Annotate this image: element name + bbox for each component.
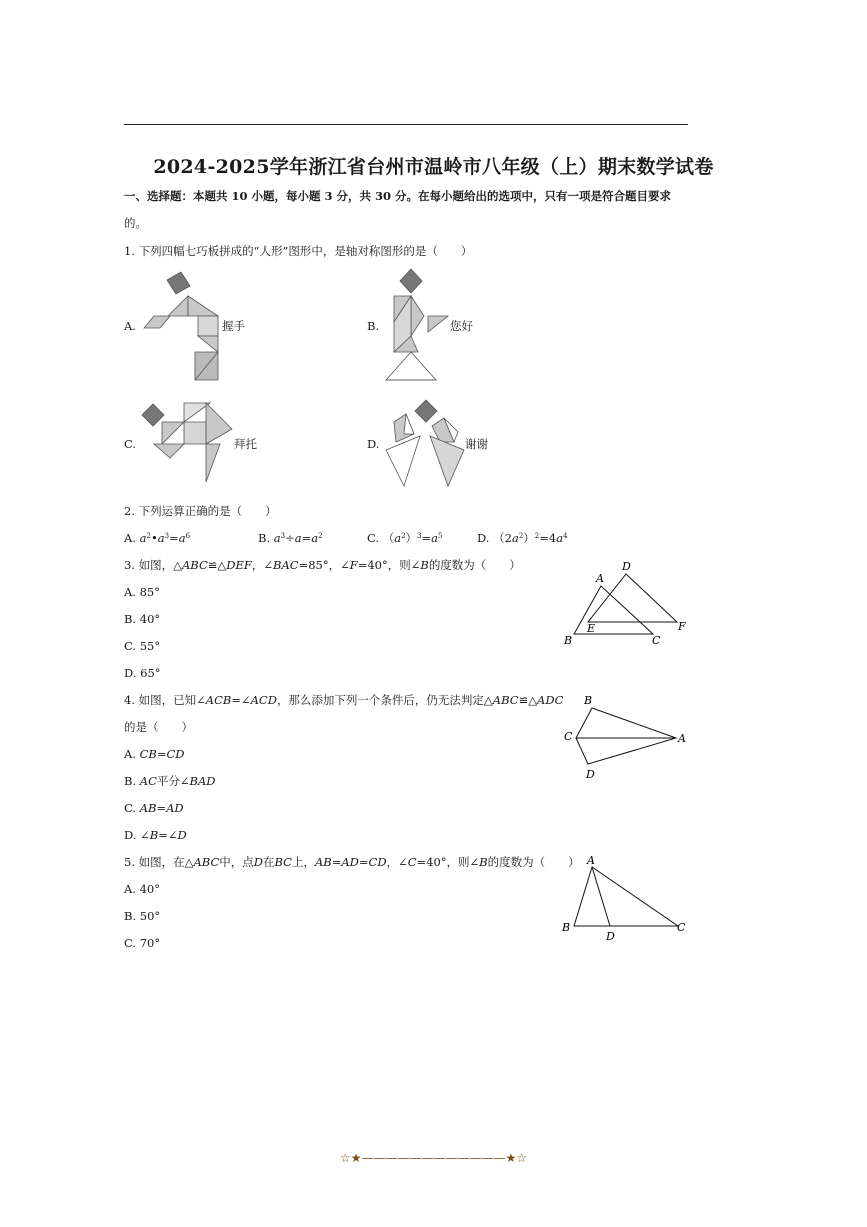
q1-option-b-letter: B.	[367, 319, 380, 333]
q3-option-b: B. 40°	[124, 612, 161, 626]
q2-option-c: C. $(a^2)^3=a^5$	[367, 531, 443, 545]
q1-option-a-letter: A.	[124, 319, 136, 333]
page-title: 2024-2025学年浙江省台州市温岭市八年级（上）期末数学试卷	[153, 156, 714, 178]
q3-label-a: A	[596, 572, 604, 585]
q3-option-d: D. 65°	[124, 666, 161, 680]
q4-label-c: C	[564, 730, 573, 743]
q3-label-d: D	[622, 560, 631, 573]
q4-label-b: B	[584, 694, 593, 707]
q5-label-c: C	[677, 921, 686, 934]
q3-option-c: C. 55°	[124, 639, 161, 653]
question-4-stem-cont: 的是（ ）	[124, 720, 193, 734]
header-rule	[124, 124, 688, 125]
section-heading: 一、选择题：本题共 10 小题，每小题 3 分，共 30 分。在每小题给出的选项中，只有一项是符合题目要求	[124, 189, 672, 203]
q3-label-f: F	[678, 620, 686, 633]
q1-option-a-caption: 握手	[222, 319, 245, 333]
tangram-figure-c	[140, 398, 235, 486]
q1-option-b-caption: 您好	[450, 319, 473, 333]
page-footer-ornament: ☆★————————————★☆	[339, 1151, 528, 1165]
q3-label-c: C	[652, 634, 661, 647]
question-2-stem: 2. 下列运算正确的是（ ）	[124, 504, 277, 518]
q5-option-b: B. 50°	[124, 909, 161, 923]
q5-label-a: A	[587, 854, 595, 867]
q4-option-d: D. ∠B=∠D	[124, 828, 187, 842]
q1-option-c-letter: C.	[124, 437, 137, 451]
section-heading-cont: 的。	[124, 216, 147, 230]
q3-option-a: A. 85°	[124, 585, 160, 599]
q3-triangle-diagram	[558, 556, 692, 648]
q4-option-b: B. AC平分∠BAD	[124, 774, 216, 788]
q1-option-d-letter: D.	[367, 437, 380, 451]
q3-label-e: E	[587, 622, 596, 635]
q3-label-b: B	[564, 634, 573, 647]
q4-option-c: C. AB=AD	[124, 801, 184, 815]
question-1-stem: 1. 下列四幅七巧板拼成的“人形”图形中，是轴对称图形的是（ ）	[124, 244, 473, 258]
question-3-stem: 3. 如图，△ABC≌△DEF，∠BAC=85°，∠F=40°，则∠B的度数为（ ）	[124, 558, 521, 572]
q1-option-d-caption: 谢谢	[465, 437, 488, 451]
tangram-figure-a	[140, 268, 222, 383]
q2-option-d: D. $(2a^2)^2=4a^4$	[477, 531, 568, 545]
question-5-stem: 5. 如图，在△ABC中，点D在BC上，AB=AD=CD，∠C=40°，则∠B的度数为（ ）	[124, 855, 580, 869]
q5-label-d: D	[606, 930, 615, 943]
tangram-figure-d	[382, 396, 468, 488]
q4-option-a: A. CB=CD	[124, 747, 185, 761]
q5-option-a: A. 40°	[124, 882, 160, 896]
q5-option-c: C. 70°	[124, 936, 161, 950]
question-4-stem: 4. 如图，已知∠ACB=∠ACD，那么添加下列一个条件后，仍无法判定△ABC≌△ADC	[124, 693, 564, 707]
q4-label-d: D	[586, 768, 595, 781]
tangram-figure-b	[382, 266, 450, 384]
q4-kite-diagram	[560, 692, 692, 784]
q5-triangle-diagram	[560, 852, 692, 944]
q2-option-b: B. $a^3\div a=a^2$	[258, 531, 323, 545]
q4-label-a: A	[678, 732, 686, 745]
q1-option-c-caption: 拜托	[234, 437, 257, 451]
q5-label-b: B	[562, 921, 571, 934]
q2-option-a: A. $a^2•a^3=a^6$	[124, 531, 191, 545]
